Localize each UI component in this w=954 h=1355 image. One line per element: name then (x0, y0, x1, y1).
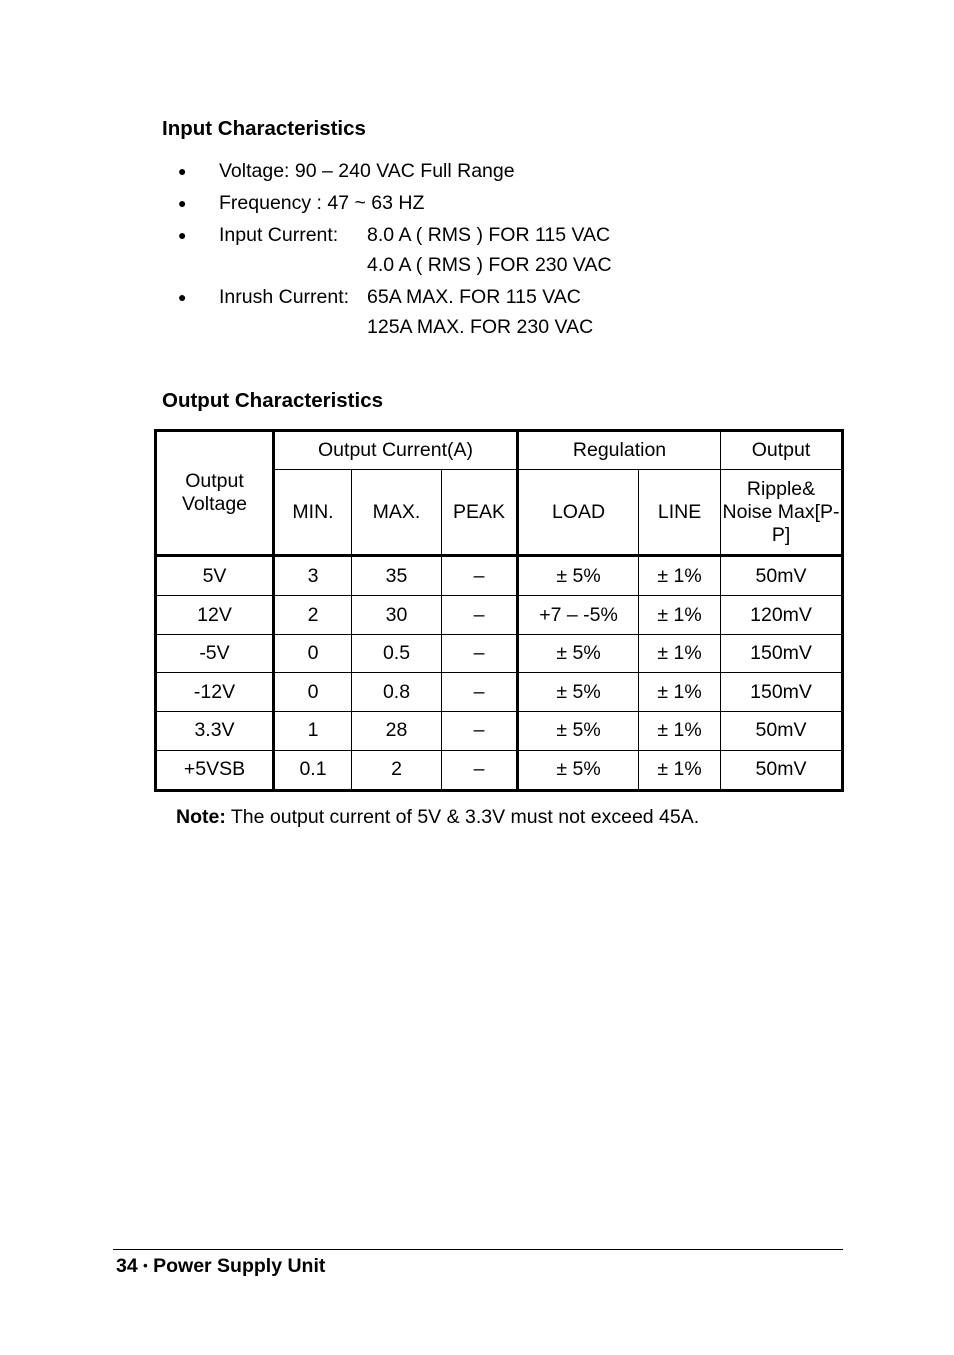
footer-title: Power Supply Unit (153, 1255, 326, 1277)
table-cell: 2 (274, 596, 352, 635)
table-cell: ± 5% (518, 750, 639, 790)
table-cell: +7 – -5% (518, 596, 639, 635)
table-row (156, 634, 843, 673)
table-row (156, 750, 843, 790)
table-cell: ± 1% (639, 712, 721, 751)
table-cell: ± 5% (518, 556, 639, 596)
table-cell: 50mV (721, 712, 843, 751)
table-cell: 50mV (721, 750, 843, 790)
table-cell: ± 1% (639, 634, 721, 673)
input-current-value-230: 4.0 A ( RMS ) FOR 230 VAC (367, 254, 612, 276)
table-row (156, 556, 843, 596)
table-cell: – (442, 634, 518, 673)
table-cell: 12V (156, 596, 274, 635)
table-cell: ± 1% (639, 556, 721, 596)
table-cell: 0.8 (352, 673, 442, 712)
table-cell: – (442, 712, 518, 751)
table-cell: 120mV (721, 596, 843, 635)
table-cell: ± 5% (518, 673, 639, 712)
output-characteristics-heading: Output Characteristics (162, 389, 383, 412)
table-cell: – (442, 596, 518, 635)
note-label: Note: (176, 806, 226, 828)
output-header: Output (721, 431, 843, 470)
table-row (156, 596, 843, 635)
frequency-spec: Frequency : 47 ~ 63 HZ (219, 192, 425, 214)
table-cell: ± 1% (639, 673, 721, 712)
note-text: The output current of 5V & 3.3V must not exceed 45A. (225, 806, 700, 828)
table-cell: -5V (156, 634, 274, 673)
inrush-current-label: Inrush Current: (219, 286, 350, 308)
table-cell: – (442, 750, 518, 790)
table-cell: 1 (274, 712, 352, 751)
table-cell: 3 (274, 556, 352, 596)
table-cell: 30 (352, 596, 442, 635)
peak-header: PEAK (442, 470, 518, 556)
table-cell: ± 1% (639, 750, 721, 790)
table-cell: – (442, 556, 518, 596)
table-cell: 5V (156, 556, 274, 596)
table-cell: 150mV (721, 634, 843, 673)
footer-separator: • (143, 1258, 148, 1273)
load-header: LOAD (518, 470, 639, 556)
ripple-noise-header: Ripple& Noise Max[P-P] (721, 470, 843, 556)
bullet-icon: ● (178, 289, 187, 305)
table-cell: – (442, 673, 518, 712)
list-item (176, 282, 612, 342)
note (176, 806, 699, 829)
page-number: 34 (116, 1255, 138, 1277)
line-header: LINE (639, 470, 721, 556)
table-cell: 28 (352, 712, 442, 751)
table-cell: 0 (274, 673, 352, 712)
input-characteristics-list (176, 156, 612, 344)
table-cell: ± 5% (518, 712, 639, 751)
list-item (176, 188, 612, 218)
input-current-value-115: 8.0 A ( RMS ) FOR 115 VAC (367, 224, 611, 246)
table-row (156, 673, 843, 712)
list-item (176, 220, 612, 280)
table-cell: 150mV (721, 673, 843, 712)
table-cell: -12V (156, 673, 274, 712)
list-item (176, 156, 612, 186)
table-cell: 0 (274, 634, 352, 673)
output-current-header: Output Current(A) (274, 431, 518, 470)
max-header: MAX. (352, 470, 442, 556)
table-cell: 35 (352, 556, 442, 596)
input-current-label: Input Current: (219, 224, 339, 246)
inrush-current-value-230: 125A MAX. FOR 230 VAC (367, 316, 594, 338)
bullet-icon: ● (178, 227, 187, 243)
output-voltage-header: Output Voltage (156, 431, 274, 556)
min-header: MIN. (274, 470, 352, 556)
input-characteristics-heading: Input Characteristics (162, 117, 366, 140)
table-cell: +5VSB (156, 750, 274, 790)
voltage-spec: Voltage: 90 – 240 VAC Full Range (219, 160, 515, 182)
table-row (156, 712, 843, 751)
footer-divider (113, 1249, 843, 1250)
table-cell: 2 (352, 750, 442, 790)
table-cell: 50mV (721, 556, 843, 596)
page-footer (116, 1255, 325, 1278)
table-cell: 3.3V (156, 712, 274, 751)
table-header-row (156, 431, 843, 470)
table-cell: 0.1 (274, 750, 352, 790)
regulation-header: Regulation (518, 431, 721, 470)
bullet-icon: ● (178, 195, 187, 211)
table-cell: ± 5% (518, 634, 639, 673)
output-characteristics-table (154, 429, 844, 792)
inrush-current-value-115: 65A MAX. FOR 115 VAC (367, 286, 581, 308)
table-cell: 0.5 (352, 634, 442, 673)
bullet-icon: ● (178, 163, 187, 179)
table-cell: ± 1% (639, 596, 721, 635)
